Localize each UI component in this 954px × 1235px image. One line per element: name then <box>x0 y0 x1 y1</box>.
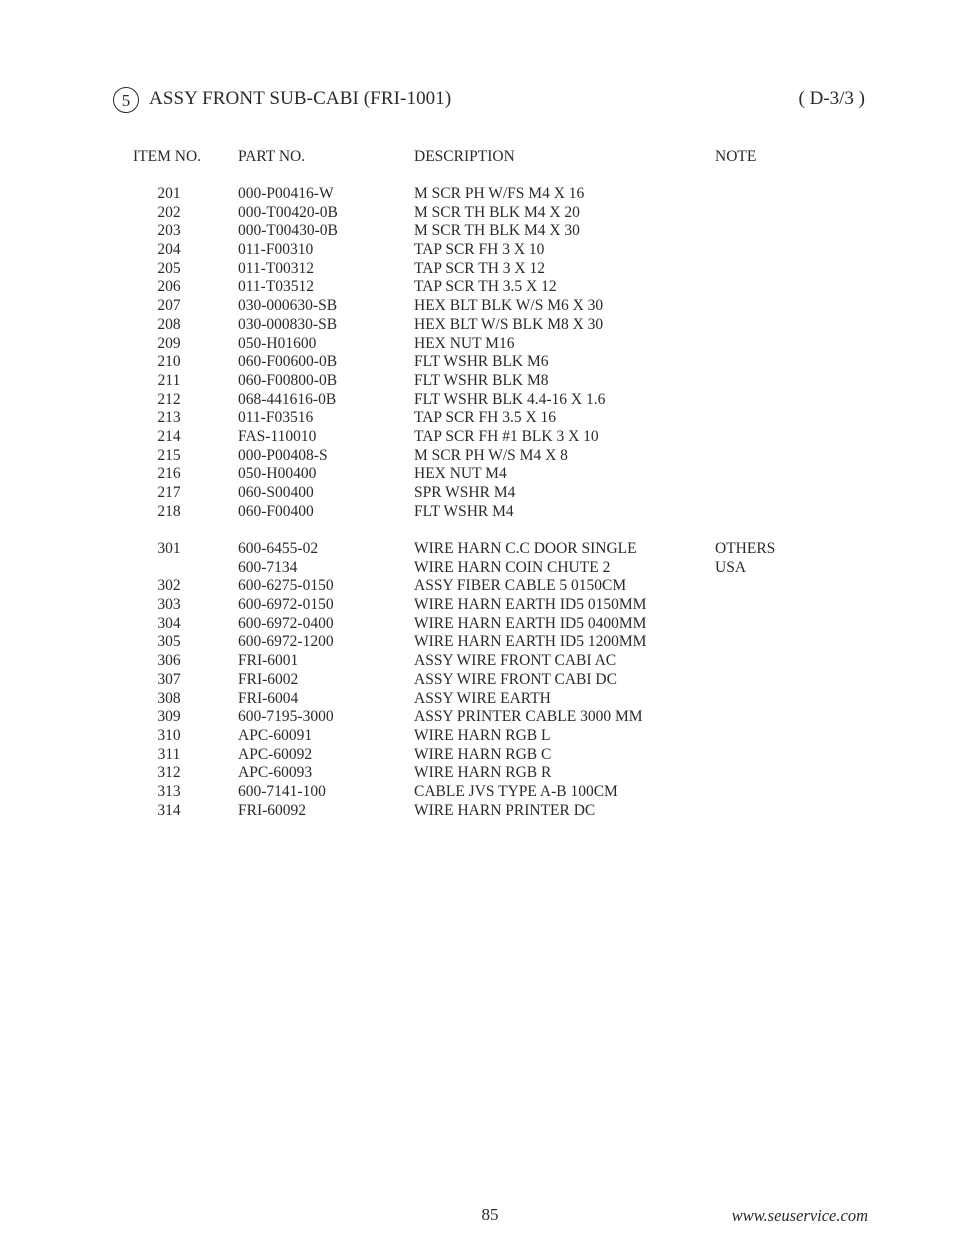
part-number: 011-T00312 <box>238 259 315 277</box>
item-number: 214 <box>157 427 181 445</box>
table-row <box>0 260 954 279</box>
part-number: 050-H00400 <box>238 465 317 483</box>
part-description: ASSY WIRE EARTH <box>414 689 551 707</box>
table-row <box>0 708 954 727</box>
part-number: 000-P00416-W <box>238 185 334 202</box>
part-description: ASSY FIBER CABLE 5 0150CM <box>414 577 627 595</box>
part-description: WIRE HARN EARTH ID5 0150MM <box>414 596 647 614</box>
table-row <box>0 185 954 204</box>
part-description: M SCR TH BLK M4 X 30 <box>414 222 580 240</box>
item-number: 305 <box>157 633 181 651</box>
part-description: M SCR PH W/S M4 X 8 <box>414 446 568 464</box>
part-number: 600-6972-0150 <box>238 596 334 614</box>
part-number: 060-F00800-0B <box>238 371 338 389</box>
part-number: 030-000830-SB <box>238 315 338 333</box>
table-row <box>0 316 954 335</box>
part-number: APC-60091 <box>238 726 313 744</box>
parts-list-wiring <box>0 540 954 820</box>
parts-list-hardware <box>0 185 954 521</box>
item-number: 201 <box>157 185 181 202</box>
part-number: 600-7134 <box>238 558 298 576</box>
page-title: ASSY FRONT SUB-CABI (FRI-1001) <box>149 88 452 109</box>
table-row <box>0 335 954 354</box>
part-number: APC-60092 <box>238 745 313 763</box>
part-description: TAP SCR FH 3.5 X 16 <box>414 409 557 427</box>
part-number: 600-7195-3000 <box>238 708 334 726</box>
table-row <box>0 783 954 802</box>
table-row <box>0 652 954 671</box>
part-number: 060-S00400 <box>238 484 314 501</box>
item-number: 301 <box>157 540 181 557</box>
table-row <box>0 746 954 765</box>
part-description: TAP SCR FH 3 X 10 <box>414 241 545 259</box>
item-number: 312 <box>157 764 181 782</box>
part-note: USA <box>715 558 747 576</box>
part-description: HEX NUT M4 <box>414 465 507 483</box>
website-link[interactable]: www.seuservice.com <box>731 1206 868 1225</box>
table-row <box>0 465 954 484</box>
table-row <box>0 447 954 466</box>
item-number: 213 <box>157 409 181 427</box>
table-row <box>0 503 954 522</box>
part-number: 060-F00600-0B <box>238 353 338 371</box>
part-number: 011-T03512 <box>238 278 315 296</box>
part-number: 600-6972-0400 <box>238 614 334 632</box>
part-description: WIRE HARN COIN CHUTE 2 <box>414 558 611 576</box>
part-number: 600-6275-0150 <box>238 577 334 595</box>
column-headers <box>0 148 954 168</box>
part-description: TAP SCR TH 3 X 12 <box>414 259 545 277</box>
part-description: HEX BLT BLK W/S M6 X 30 <box>414 297 604 315</box>
part-description: WIRE HARN C.C DOOR SINGLE <box>414 540 637 557</box>
item-number: 309 <box>157 708 181 726</box>
table-row <box>0 391 954 410</box>
header-note: NOTE <box>715 148 757 165</box>
item-number: 302 <box>157 577 181 595</box>
table-row <box>0 409 954 428</box>
item-number: 216 <box>157 465 181 483</box>
table-row <box>0 278 954 297</box>
part-number: 600-7141-100 <box>238 782 326 800</box>
table-row <box>0 297 954 316</box>
item-number: 206 <box>157 278 181 296</box>
item-number: 204 <box>157 241 181 259</box>
item-number: 207 <box>157 297 181 315</box>
part-number: 000-P00408-S <box>238 446 328 464</box>
table-row <box>0 428 954 447</box>
part-number: FRI-60092 <box>238 801 307 819</box>
table-row <box>0 353 954 372</box>
item-number: 205 <box>157 259 181 277</box>
part-number: APC-60093 <box>238 764 313 782</box>
part-description: ASSY PRINTER CABLE 3000 MM <box>414 708 643 726</box>
item-number: 308 <box>157 689 181 707</box>
part-description: FLT WSHR BLK M8 <box>414 371 549 389</box>
item-number: 303 <box>157 596 181 614</box>
part-description: ASSY WIRE FRONT CABI AC <box>414 652 617 670</box>
item-number: 212 <box>157 390 181 408</box>
header-item-no: ITEM NO. <box>133 148 202 165</box>
part-number: 011-F03516 <box>238 409 314 427</box>
item-number: 211 <box>157 371 181 389</box>
table-row <box>0 615 954 634</box>
part-note: OTHERS <box>715 540 776 557</box>
item-number: 310 <box>157 726 181 744</box>
part-number: 000-T00430-0B <box>238 222 338 240</box>
table-row <box>0 764 954 783</box>
part-description: WIRE HARN RGB L <box>414 726 551 744</box>
part-description: SPR WSHR M4 <box>414 484 516 501</box>
header-description: DESCRIPTION <box>414 148 515 165</box>
part-description: FLT WSHR M4 <box>414 502 514 520</box>
page-number: 85 <box>481 1205 499 1224</box>
part-number: 068-441616-0B <box>238 390 337 408</box>
part-description: TAP SCR FH #1 BLK 3 X 10 <box>414 427 599 445</box>
part-description: FLT WSHR BLK M6 <box>414 353 549 371</box>
part-description: ASSY WIRE FRONT CABI DC <box>414 670 617 688</box>
part-description: HEX NUT M16 <box>414 334 515 352</box>
item-number: 209 <box>157 334 181 352</box>
part-number: FRI-6004 <box>238 689 299 707</box>
part-description: FLT WSHR BLK 4.4-16 X 1.6 <box>414 390 606 408</box>
table-row <box>0 596 954 615</box>
table-row <box>0 671 954 690</box>
part-description: WIRE HARN EARTH ID5 0400MM <box>414 614 647 632</box>
part-number: 000-T00420-0B <box>238 203 338 221</box>
table-row <box>0 222 954 241</box>
item-number: 306 <box>157 652 181 670</box>
item-number: 215 <box>157 446 181 464</box>
part-number: 050-H01600 <box>238 334 317 352</box>
table-row <box>0 727 954 746</box>
item-number: 314 <box>157 801 181 819</box>
part-number: 600-6972-1200 <box>238 633 334 651</box>
part-description: TAP SCR TH 3.5 X 12 <box>414 278 557 296</box>
section-header <box>113 86 865 116</box>
item-number: 202 <box>157 203 181 221</box>
part-number: FRI-6002 <box>238 670 299 688</box>
table-row <box>0 241 954 260</box>
part-number: FRI-6001 <box>238 652 299 670</box>
table-row <box>0 484 954 503</box>
sheet-reference: ( D-3/3 ) <box>798 88 865 109</box>
table-row <box>0 559 954 578</box>
part-description: HEX BLT W/S BLK M8 X 30 <box>414 315 604 333</box>
item-number: 307 <box>157 670 181 688</box>
item-number: 208 <box>157 315 181 333</box>
item-number: 217 <box>157 484 181 501</box>
section-number-badge: 5 <box>113 87 139 113</box>
item-number: 311 <box>157 745 181 763</box>
part-number: 011-F00310 <box>238 241 314 259</box>
part-description: M SCR PH W/FS M4 X 16 <box>414 185 585 202</box>
table-row <box>0 204 954 223</box>
table-row <box>0 540 954 559</box>
table-row <box>0 577 954 596</box>
part-number: FAS-110010 <box>238 427 317 445</box>
table-row <box>0 690 954 709</box>
part-description: CABLE JVS TYPE A-B 100CM <box>414 782 618 800</box>
header-part-no: PART NO. <box>238 148 306 165</box>
part-number: 060-F00400 <box>238 502 314 520</box>
item-number: 218 <box>157 502 181 520</box>
item-number: 313 <box>157 782 181 800</box>
part-description: WIRE HARN RGB C <box>414 745 552 763</box>
table-row <box>0 802 954 821</box>
part-number: 030-000630-SB <box>238 297 338 315</box>
part-description: WIRE HARN RGB R <box>414 764 552 782</box>
item-number: 304 <box>157 614 181 632</box>
table-row <box>0 372 954 391</box>
part-number: 600-6455-02 <box>238 540 319 557</box>
part-description: WIRE HARN PRINTER DC <box>414 801 596 819</box>
part-description: M SCR TH BLK M4 X 20 <box>414 203 580 221</box>
item-number: 203 <box>157 222 181 240</box>
table-row <box>0 633 954 652</box>
part-description: WIRE HARN EARTH ID5 1200MM <box>414 633 647 651</box>
item-number: 210 <box>157 353 181 371</box>
